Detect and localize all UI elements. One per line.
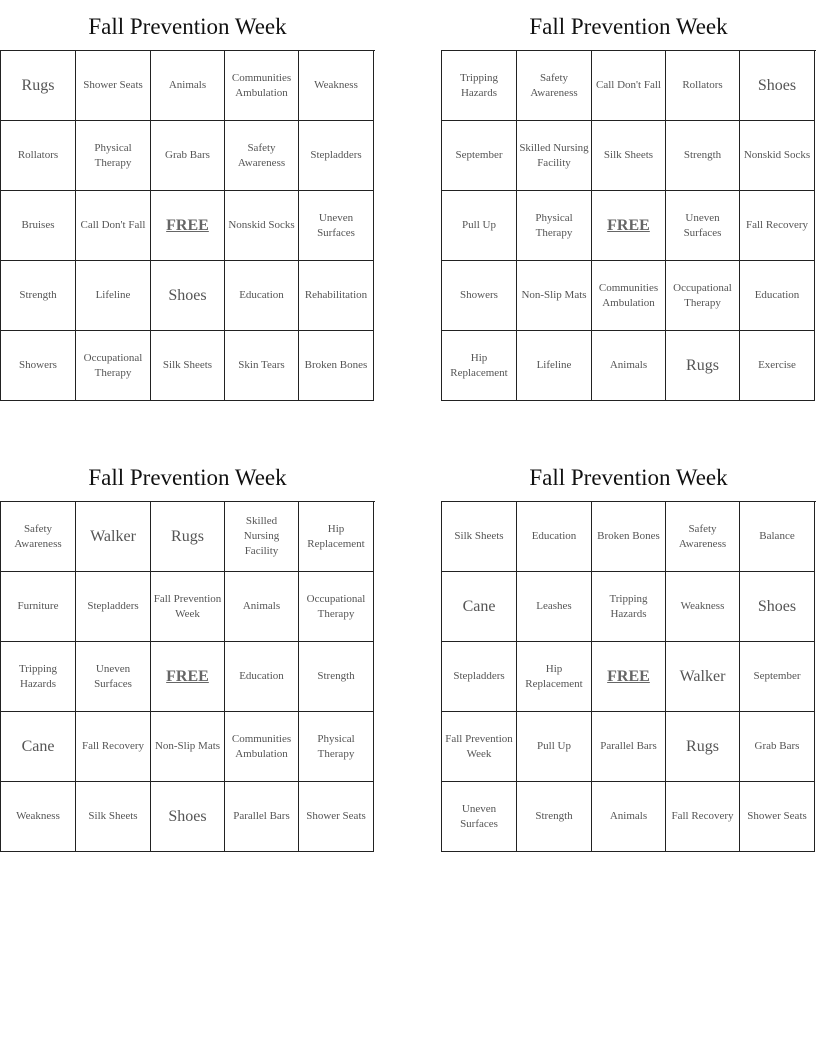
bingo-cell: Cane	[442, 572, 517, 642]
bingo-cell: Occupational Therapy	[299, 572, 374, 642]
bingo-cell: Fall Recovery	[740, 191, 815, 261]
bingo-cell: Silk Sheets	[151, 331, 225, 401]
bingo-cell: Communities Ambulation	[592, 261, 666, 331]
bingo-cell: Stepladders	[76, 572, 151, 642]
bingo-card-4	[441, 451, 816, 852]
card-title: Fall Prevention Week	[88, 465, 287, 490]
bingo-cell: Safety Awareness	[517, 51, 592, 121]
bingo-grid	[0, 501, 375, 852]
bingo-cell: Call Don't Fall	[592, 51, 666, 121]
bingo-cell: Stepladders	[442, 642, 517, 712]
card-title: Fall Prevention Week	[529, 14, 728, 39]
bingo-cell: Animals	[225, 572, 299, 642]
bingo-cell: Animals	[592, 782, 666, 852]
bingo-cell: Rollators	[666, 51, 740, 121]
bingo-cell: Broken Bones	[299, 331, 374, 401]
bingo-cell: Showers	[1, 331, 76, 401]
bingo-cell: Physical Therapy	[517, 191, 592, 261]
bingo-cell: Walker	[666, 642, 740, 712]
bingo-cell: Physical Therapy	[299, 712, 374, 782]
bingo-cell: Parallel Bars	[592, 712, 666, 782]
bingo-cell: Non-Slip Mats	[517, 261, 592, 331]
bingo-cell: Safety Awareness	[225, 121, 299, 191]
bingo-cell: Parallel Bars	[225, 782, 299, 852]
bingo-cell: Lifeline	[517, 331, 592, 401]
bingo-cell: Shower Seats	[299, 782, 374, 852]
bingo-cell: Communities Ambulation	[225, 51, 299, 121]
bingo-cell: Broken Bones	[592, 502, 666, 572]
bingo-cell: Hip Replacement	[299, 502, 374, 572]
bingo-cell: Stepladders	[299, 121, 374, 191]
bingo-cell: Shoes	[151, 261, 225, 331]
bingo-cell: Education	[225, 261, 299, 331]
bingo-cell: Skilled Nursing Facility	[517, 121, 592, 191]
bingo-cell: Furniture	[1, 572, 76, 642]
bingo-cell: Safety Awareness	[666, 502, 740, 572]
bingo-cell: Strength	[1, 261, 76, 331]
bingo-cell: Occupational Therapy	[76, 331, 151, 401]
bingo-grid	[441, 501, 816, 852]
bingo-cell: Fall Prevention Week	[442, 712, 517, 782]
bingo-cell: Pull Up	[442, 191, 517, 261]
bingo-cell: Communities Ambulation	[225, 712, 299, 782]
bingo-cell: Rugs	[151, 502, 225, 572]
bingo-grid	[0, 50, 375, 401]
bingo-cell: Rugs	[666, 331, 740, 401]
free-space: FREE	[592, 191, 666, 261]
bingo-cell: Lifeline	[76, 261, 151, 331]
bingo-cell: Fall Prevention Week	[151, 572, 225, 642]
bingo-cell: Shoes	[151, 782, 225, 852]
bingo-cell: Strength	[299, 642, 374, 712]
bingo-cell: Strength	[517, 782, 592, 852]
bingo-cell: Tripping Hazards	[592, 572, 666, 642]
bingo-cell: Silk Sheets	[76, 782, 151, 852]
card-title: Fall Prevention Week	[88, 14, 287, 39]
bingo-cell: Nonskid Socks	[740, 121, 815, 191]
bingo-cell: Uneven Surfaces	[299, 191, 374, 261]
bingo-cell: Shoes	[740, 572, 815, 642]
bingo-cell: Education	[517, 502, 592, 572]
bingo-cell: Bruises	[1, 191, 76, 261]
bingo-cell: Balance	[740, 502, 815, 572]
bingo-cell: Weakness	[299, 51, 374, 121]
bingo-cell: Non-Slip Mats	[151, 712, 225, 782]
free-space: FREE	[592, 642, 666, 712]
bingo-cell: Safety Awareness	[1, 502, 76, 572]
bingo-cell: Rugs	[1, 51, 76, 121]
bingo-cell: September	[740, 642, 815, 712]
bingo-cell: Skilled Nursing Facility	[225, 502, 299, 572]
bingo-cell: Leashes	[517, 572, 592, 642]
bingo-cell: Occupational Therapy	[666, 261, 740, 331]
bingo-cell: Fall Recovery	[666, 782, 740, 852]
bingo-cell: September	[442, 121, 517, 191]
bingo-cell: Silk Sheets	[592, 121, 666, 191]
bingo-cell: Hip Replacement	[517, 642, 592, 712]
bingo-cell: Call Don't Fall	[76, 191, 151, 261]
bingo-cell: Education	[740, 261, 815, 331]
free-space: FREE	[151, 191, 225, 261]
bingo-cell: Animals	[151, 51, 225, 121]
bingo-card-3	[0, 451, 375, 852]
bingo-cell: Hip Replacement	[442, 331, 517, 401]
bingo-cell: Weakness	[1, 782, 76, 852]
bingo-cell: Shower Seats	[76, 51, 151, 121]
bingo-cell: Grab Bars	[740, 712, 815, 782]
bingo-cell: Grab Bars	[151, 121, 225, 191]
bingo-cell: Walker	[76, 502, 151, 572]
bingo-cell: Rehabilitation	[299, 261, 374, 331]
bingo-cell: Strength	[666, 121, 740, 191]
bingo-cell: Nonskid Socks	[225, 191, 299, 261]
bingo-cell: Uneven Surfaces	[76, 642, 151, 712]
bingo-cell: Shoes	[740, 51, 815, 121]
bingo-cell: Exercise	[740, 331, 815, 401]
card-title: Fall Prevention Week	[529, 465, 728, 490]
bingo-cell: Weakness	[666, 572, 740, 642]
bingo-grid	[441, 50, 816, 401]
bingo-cell: Showers	[442, 261, 517, 331]
bingo-cell: Tripping Hazards	[1, 642, 76, 712]
bingo-card-2	[441, 0, 816, 401]
bingo-cell: Pull Up	[517, 712, 592, 782]
bingo-cell: Education	[225, 642, 299, 712]
bingo-cell: Rugs	[666, 712, 740, 782]
bingo-cell: Rollators	[1, 121, 76, 191]
bingo-cell: Cane	[1, 712, 76, 782]
bingo-card-1	[0, 0, 375, 401]
bingo-cell: Physical Therapy	[76, 121, 151, 191]
bingo-cell: Uneven Surfaces	[666, 191, 740, 261]
free-space: FREE	[151, 642, 225, 712]
bingo-cell: Tripping Hazards	[442, 51, 517, 121]
bingo-cell: Skin Tears	[225, 331, 299, 401]
bingo-cell: Uneven Surfaces	[442, 782, 517, 852]
bingo-cell: Silk Sheets	[442, 502, 517, 572]
bingo-cell: Shower Seats	[740, 782, 815, 852]
bingo-cell: Animals	[592, 331, 666, 401]
bingo-cell: Fall Recovery	[76, 712, 151, 782]
